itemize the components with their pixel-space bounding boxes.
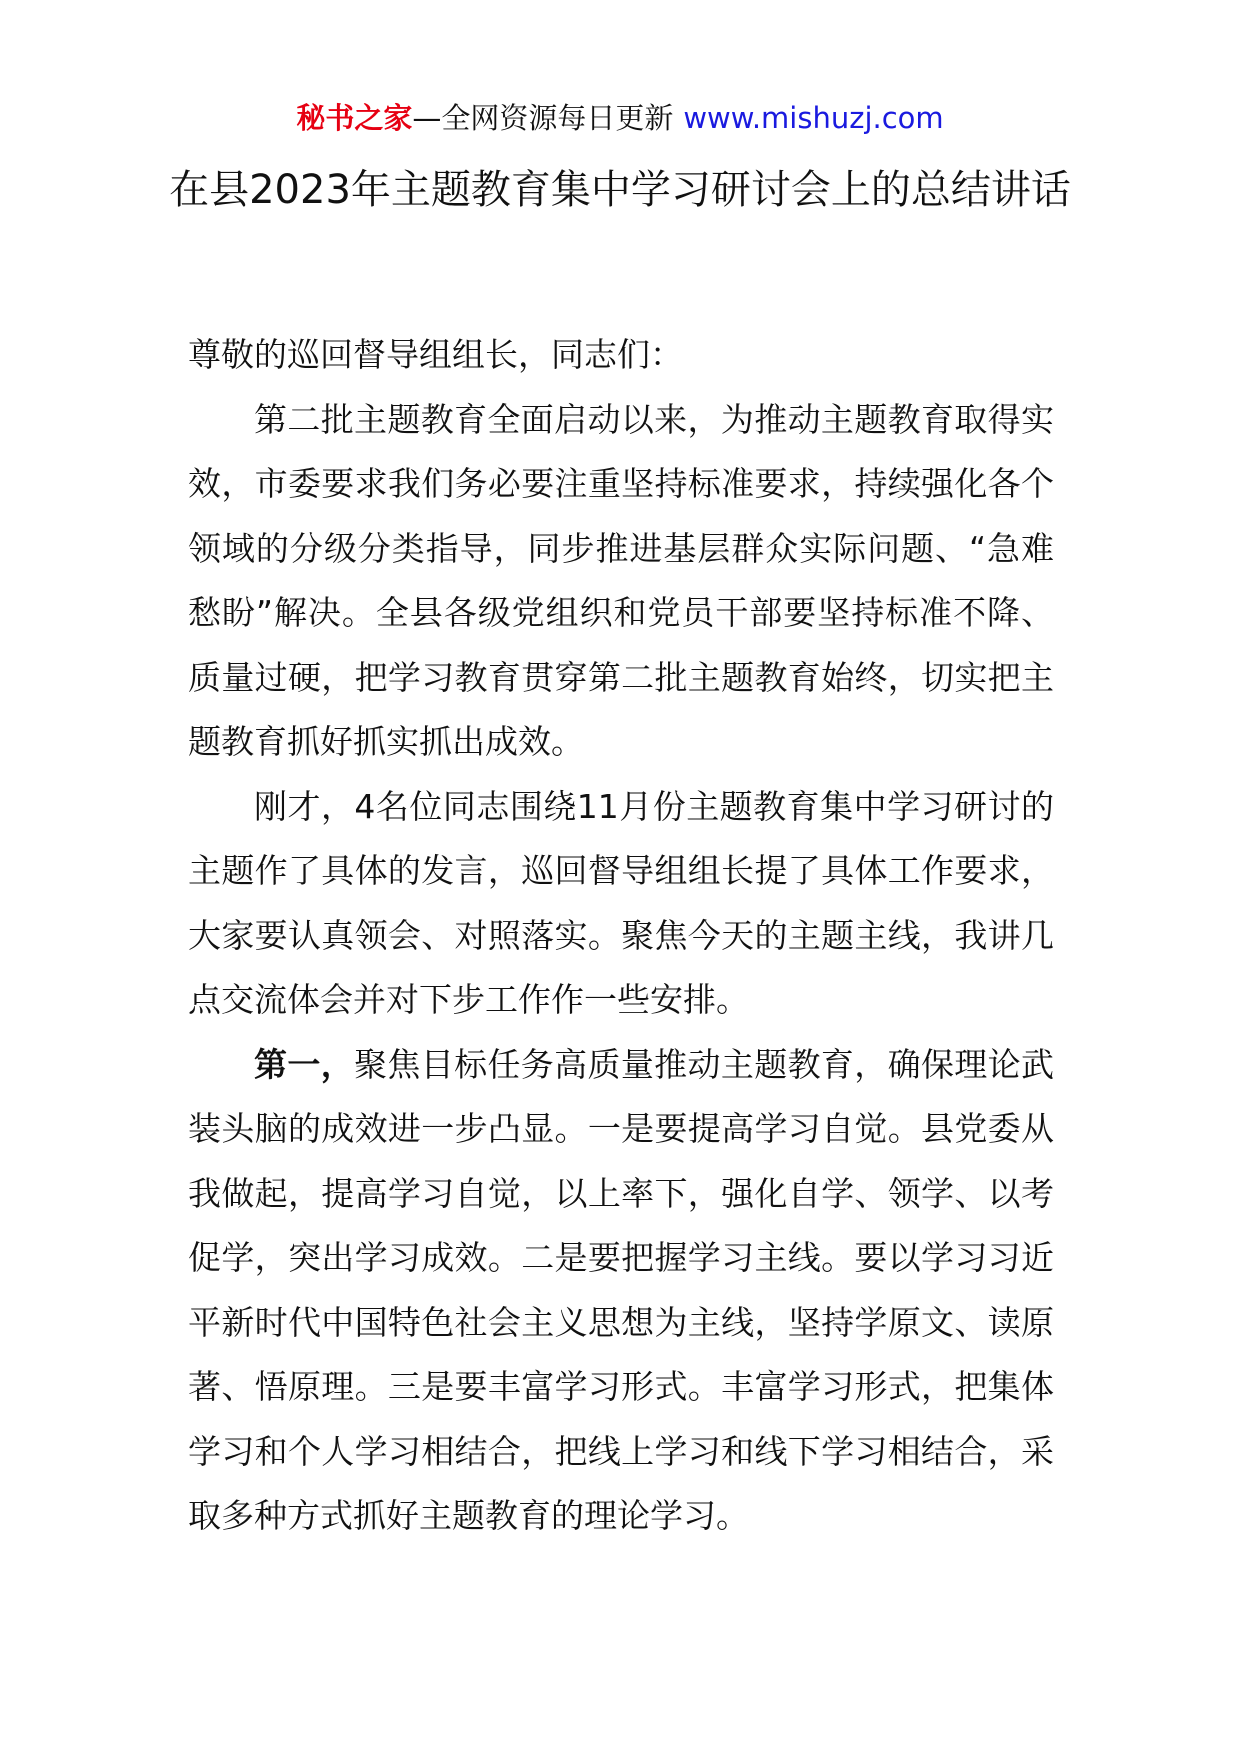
- salutation: 尊敬的巡回督导组组长，同志们：: [188, 335, 683, 374]
- paragraph-text: 刚才，4名位同志围绕11月份主题教育集中学习研讨的主题作了具体的发言，巡回督导组组长提了具体工作要求，大家要认真领会、对照落实。聚焦今天的主题主线，我讲几点交流体会并对下步工作作一些安排。: [188, 786, 1054, 1019]
- header-url: www.mishuzj.com: [683, 101, 944, 135]
- header-slogan: —全网资源每日更新: [412, 101, 674, 135]
- paragraph-1: [188, 388, 1054, 775]
- document-body: [188, 323, 1054, 1549]
- document-title: 在县2023年主题教育集中学习研讨会上的总结讲话: [169, 167, 1071, 213]
- paragraph-2: [188, 775, 1054, 1033]
- paragraph-text: 聚焦目标任务高质量推动主题教育，确保理论武装头脑的成效进一步凸显。一是要提高学习自觉。县党委从我做起，提高学习自觉，以上率下，强化自学、领学、以考促学，突出学习成效。二是要把握学习主线。要以学习习近平新时代中国特色社会主义思想为主线，坚持学原文、读原著、悟原理。三是要丰富学习形式。丰富学习形式，把集体学习和个人学习相结合，把线上学习和线下学习相结合，采取多种方式抓好主题教育的理论学习。: [188, 1044, 1055, 1535]
- brand-name: 秘书之家: [296, 101, 413, 135]
- watermark-header: [0, 98, 1240, 138]
- paragraph-3: [188, 1033, 1054, 1549]
- paragraph-text: 第二批主题教育全面启动以来，为推动主题教育取得实效，市委要求我们务必要注重坚持标准要求，持续强化各个领域的分级分类指导，同步推进基层群众实际问题、“急难愁盼”解决。全县各级党组织和党员干部要坚持标准不降、质量过硬，把学习教育贯穿第二批主题教育始终，切实把主题教育抓好抓实抓出成效。: [188, 399, 1054, 761]
- paragraph-lead: 第一，: [254, 1044, 355, 1084]
